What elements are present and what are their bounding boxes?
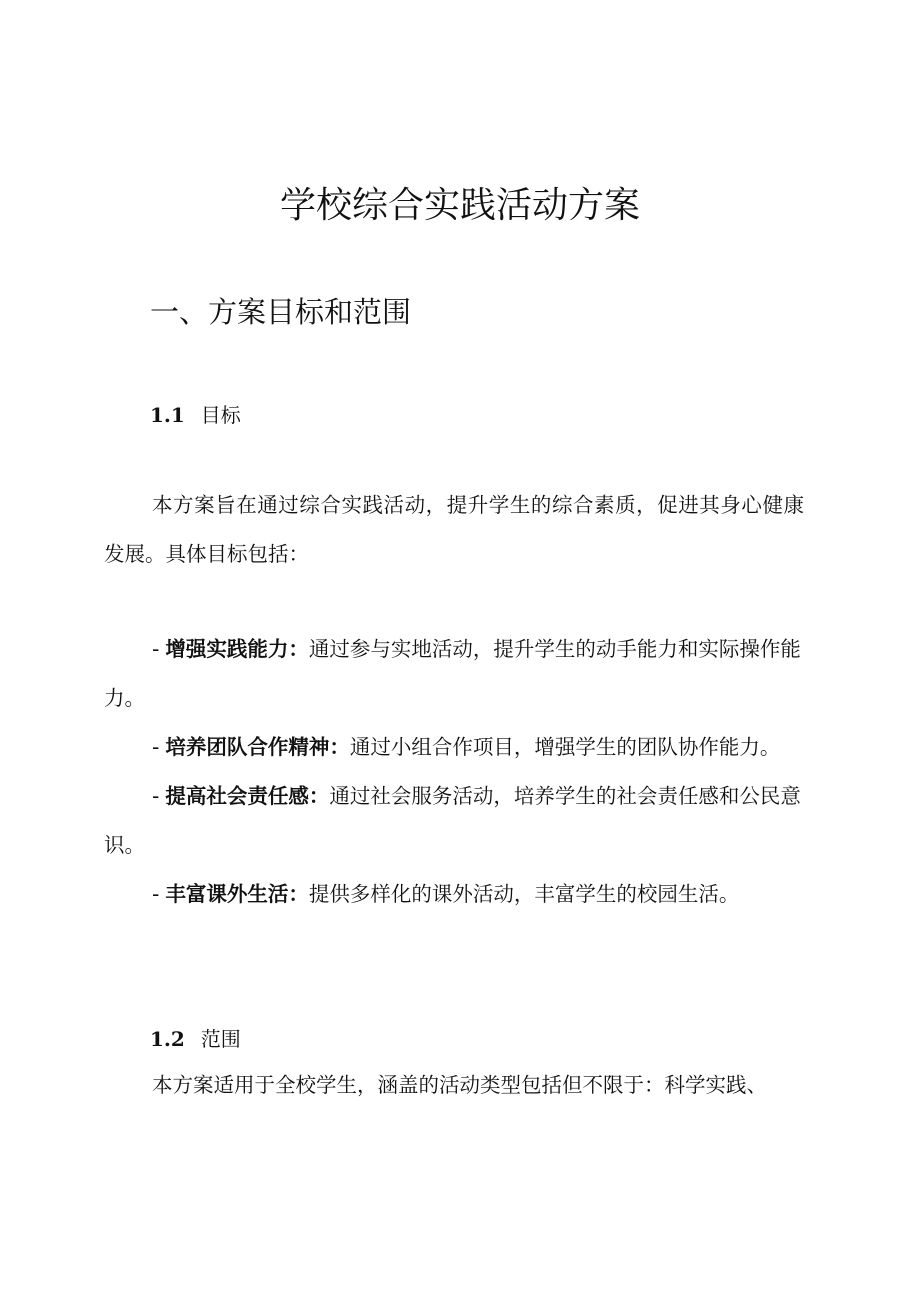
subsection-heading-scope: [150, 1024, 241, 1054]
list-item-text: 通过参与实地活动，提升学生的动手能力和实际操作能力。: [104, 637, 801, 710]
list-item-term: 丰富课外生活：: [165, 882, 309, 906]
list-dash: -: [152, 735, 160, 759]
list-item-text: 通过小组合作项目，增强学生的团队协作能力。: [349, 735, 781, 759]
subsection-number: 1.1: [150, 403, 185, 427]
list-dash: -: [152, 637, 160, 661]
scope-paragraph: 本方案适用于全校学生，涵盖的活动类型包括但不限于：科学实践、: [152, 1073, 767, 1097]
list-item: [104, 723, 804, 772]
list-item-term: 提高社会责任感：: [165, 784, 330, 808]
list-item-text: 通过社会服务活动，培养学生的社会责任感和公民意识。: [104, 784, 801, 857]
list-item: [104, 772, 804, 870]
subsection-number: 1.2: [150, 1027, 185, 1051]
list-item-term: 培养团队合作精神：: [165, 735, 350, 759]
goal-list: [104, 625, 804, 919]
list-item: [104, 870, 804, 919]
list-item: [104, 625, 804, 723]
list-item-text: 提供多样化的课外活动，丰富学生的校园生活。: [308, 882, 740, 906]
list-dash: -: [152, 882, 160, 906]
subsection-heading-goal: [150, 400, 241, 430]
list-item-term: 增强实践能力：: [165, 637, 309, 661]
goal-intro-paragraph: 本方案旨在通过综合实践活动，提升学生的综合素质，促进其身心健康发展。具体目标包括：: [104, 493, 804, 566]
list-dash: -: [152, 784, 160, 808]
document-title: 学校综合实践活动方案: [279, 185, 640, 226]
subsection-title: 目标: [200, 403, 241, 427]
subsection-title: 范围: [200, 1027, 241, 1051]
section-heading-1: 一、方案目标和范围: [150, 295, 412, 329]
